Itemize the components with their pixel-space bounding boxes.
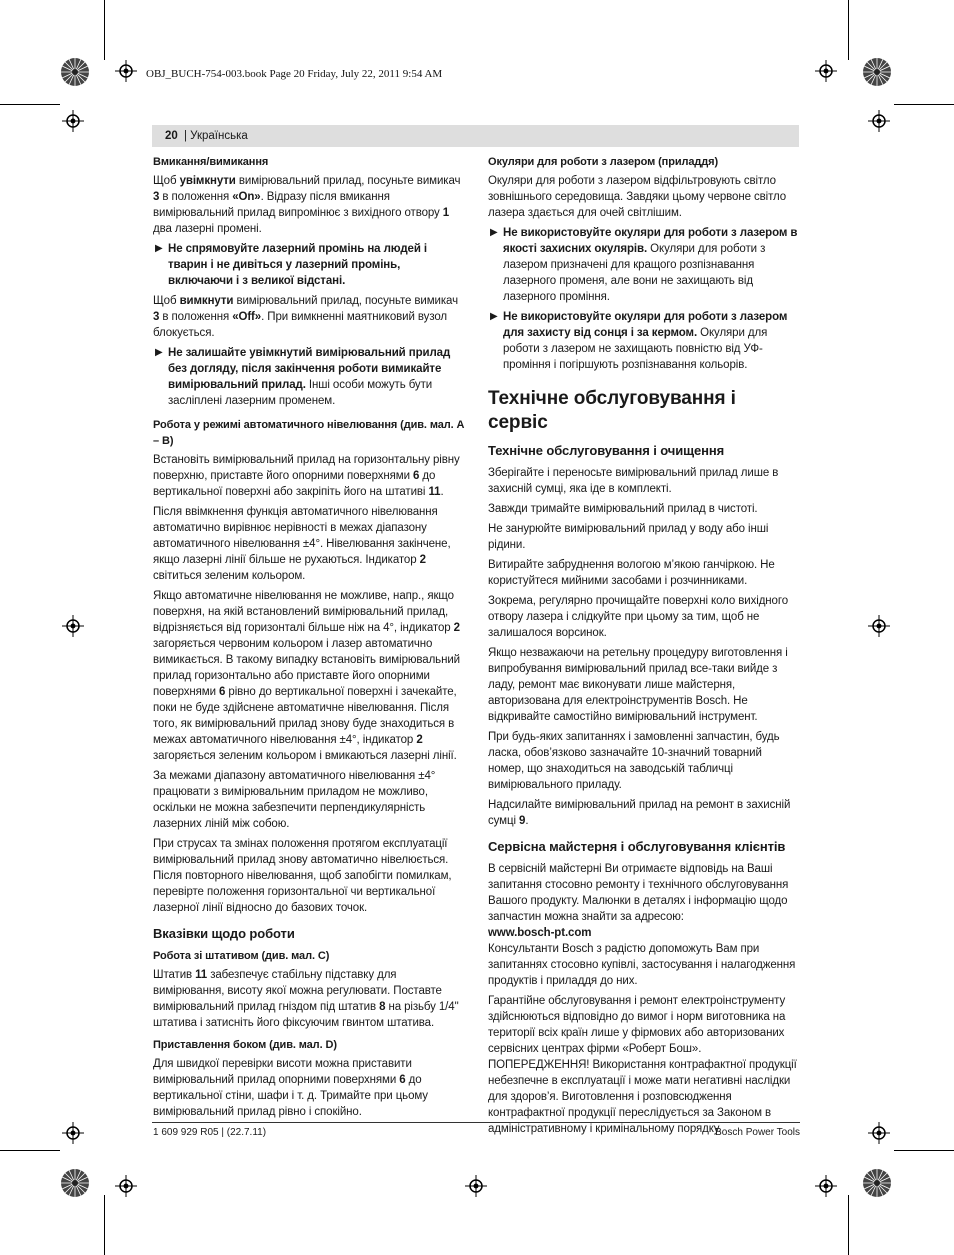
- subsection-heading: Сервісна майстерня і обслуговування клієнтів: [488, 839, 786, 854]
- registration-target-icon: [815, 1175, 837, 1197]
- paragraph: Зберігайте і переносьте вимірювальний прилад лише в захисній сумці, яка іде в комплекті.: [488, 467, 779, 495]
- paragraph: Зокрема, регулярно прочищайте поверхні коло вихідного отвору лазера і слідкуйте при цьому за тим, щоб не залишалося ворсинок.: [488, 595, 788, 639]
- section-heading: Вмикання/вимикання: [153, 156, 269, 168]
- starburst-target-icon: [862, 57, 892, 87]
- section-heading: Робота у режимі автоматичного нівелювання (див. мал. A – B): [153, 419, 464, 447]
- paragraph: Консультанти Bosch з радістю допоможуть Вам при запитаннях стосовно купівлі, застосування і налагодження продуктів і приладдя до них.: [488, 943, 796, 987]
- registration-target-icon: [868, 615, 890, 637]
- paragraph: При струсах та змінах положення протягом експлуатації вимірювальний прилад знову автоматично нівелюється. Після повторного нівелювання, щоб запобігти помилкам, перевірте положення горизонтальної чи вертикальної лазерної лінії відносно до базових точок.: [153, 838, 452, 914]
- left-column: [153, 154, 465, 1124]
- paragraph: Якщо незважаючи на ретельну процедуру виготовлення і випробування вимірювальний прилад все-таки вийде з ладу, ремонт має виконувати лише майстерня, авторизована для електроінструментів Bosch. Не відкривайте самостійно вимірювальний інструмент.: [488, 647, 788, 723]
- paragraph: Встановіть вимірювальний прилад на горизонтальну рівну поверхню, приставте його опорними поверхнями 6 до вертикальної поверхні або закріпіть його на штативі 11.: [153, 454, 460, 498]
- warning-bullet-icon: ▶: [155, 243, 163, 254]
- registration-target-icon: [868, 1122, 890, 1144]
- paragraph: Надсилайте вимірювальний прилад на ремонт в захисній сумці 9.: [488, 799, 791, 827]
- registration-target-icon: [465, 1175, 487, 1197]
- chapter-title: Технічне обслуговування і сервіс: [488, 388, 736, 433]
- paragraph: Гарантійне обслуговування і ремонт електроінструменту здійснюються відповідно до вимог і норм виготовника на території всіх країн лише у фірмових або авторизованих сервісних центрах фірми «Роберт Бош». ПОПЕРЕДЖЕННЯ! Використання контрафактної продукції небезпечне в експлуатації і може мати негативні наслідки для здоров’я. Виготовлення і розповсюдження контрафактної продукції переслідується за Законом в адміністративному і кримінальному порядку.: [488, 995, 797, 1135]
- starburst-target-icon: [862, 1168, 892, 1198]
- right-column: [488, 154, 800, 1141]
- footer-rule: [152, 1122, 800, 1123]
- footer-document-number: 1 609 929 R05 | (22.7.11): [153, 1127, 267, 1138]
- starburst-target-icon: [60, 1168, 90, 1198]
- warning-bullet-icon: ▶: [155, 347, 163, 358]
- warning-bullet-icon: ▶: [490, 227, 498, 238]
- paragraph: Для швидкої перевірки висоти можна приставити вимірювальний прилад опорними поверхнями 6 до вертикальної стіни, шафи і т. д. Тримайте при цьому вимірювальний прилад рівно і спокійно.: [153, 1058, 428, 1118]
- paragraph: Штатив 11 забезпечує стабільну підставку для вимірювання, висоту якої можна регулювати. Поставте вимірювальний прилад гніздом під штатив 8 на різьбу 1/4" штатива і затисніть його фіксуючим гвинтом штатива.: [153, 969, 459, 1029]
- warning-item: ▶ Не використовуйте окуляри для роботи з лазером для захисту від сонця і за кермом. Окуляри для роботи з лазером не захищають повністю від УФ-проміння і погіршують розпізнавання кольорів.: [490, 311, 788, 371]
- footer-brand: Bosch Power Tools: [715, 1127, 800, 1138]
- paragraph: В сервісній майстерні Ви отримаєте відповідь на Ваші запитання стосовно ремонту і технічного обслуговування Вашого продукту. Малюнки в деталях і інформацію щодо запчастин можна знайти за адресою:: [488, 863, 789, 923]
- paragraph: При будь-яких запитаннях і замовленні запчастин, будь ласка, обов’язково зазначайте 10-значний товарний номер, що знаходиться на заводській табличці вимірювального приладу.: [488, 731, 780, 791]
- paragraph: Витирайте забруднення вологою м’якою ганчіркою. Не користуйтеся мийними засобами і розчинниками.: [488, 559, 775, 587]
- page-number: 20: [165, 130, 178, 142]
- subsection-heading: Вказівки щодо роботи: [153, 926, 295, 941]
- warning-bullet-icon: ▶: [490, 311, 498, 322]
- warning-item: ▶ Не використовуйте окуляри для роботи з лазером в якості захисних окулярів. Окуляри для роботи з лазером призначені для кращого розпізнавання лазерного променя, але вони не захищають від лазерного проміння.: [490, 227, 798, 303]
- paragraph: Після ввімкнення функція автоматичного нівелювання автоматично вирівнює нерівності в межах діапазону автоматичного нівелювання ±4°. Нівелювання закінчене, якщо лазерні лінії більше не рухаються. Індикатор 2 світиться зеленим кольором.: [153, 506, 451, 582]
- section-heading: Окуляри для роботи з лазером (приладдя): [488, 156, 719, 168]
- registration-target-icon: [115, 60, 137, 82]
- registration-target-icon: [62, 1122, 84, 1144]
- registration-target-icon: [868, 110, 890, 132]
- paragraph: Щоб вимкнути вимірювальний прилад, посуньте вимикач 3 в положення «Off». При вимкненні маятниковий вузол блокується.: [153, 295, 458, 339]
- paragraph: Щоб увімкнути вимірювальний прилад, посуньте вимикач 3 в положення «On». Відразу після вмикання вимірювальний прилад випромінює з вихідного отвору 1 два лазерні промені.: [153, 175, 461, 235]
- paragraph: Не занурюйте вимірювальний прилад у воду або інші рідини.: [488, 523, 769, 551]
- print-slug: OBJ_BUCH-754-003.book Page 20 Friday, July 22, 2011 9:54 AM: [146, 68, 443, 80]
- registration-target-icon: [62, 110, 84, 132]
- warning-item: ▶ Не залишайте увімкнутий вимірювальний прилад без догляду, після закінчення роботи вимикайте вимірювальний прилад. Інші особи можуть бути засліплені лазерним променем.: [155, 347, 451, 407]
- page-header-bar: [152, 125, 799, 147]
- language-label: | Українська: [184, 130, 248, 142]
- paragraph: Якщо автоматичне нівелювання не можливе, напр., якщо поверхня, на якій встановлений вимірювальний прилад, відрізняється від горизонталі більше ніж на 4°, індикатор 2 загоряється червоним кольором і лазер автоматично вимикається. В такому випадку встановіть вимірювальний прилад горизонтально або приставте його опорними поверхнями 6 рівно до вертикальної поверхні і зачекайте, поки не буде здійснене автоматичне нівелювання. Після того, як вимірювальний прилад знову буде знаходиться в межах автоматичного нівелювання ±4°, індикатор 2 загоряється зеленим кольором і вмикаються лазерні лінії.: [153, 590, 460, 762]
- registration-target-icon: [62, 615, 84, 637]
- paragraph: За межами діапазону автоматичного нівелювання ±4° працювати з вимірювальним приладом не можливо, оскільки не можна забезпечити перпендикулярність лазерних ліній між собою.: [153, 770, 436, 830]
- subsection-heading: Технічне обслуговування і очищення: [488, 443, 725, 458]
- section-heading: Робота зі штативом (див. мал. C): [153, 950, 330, 962]
- warning-item: ▶ Не спрямовуйте лазерний промінь на людей і тварин і не дивіться у лазерний промінь, включаючи і з великої відстані.: [155, 243, 428, 287]
- registration-target-icon: [815, 60, 837, 82]
- starburst-target-icon: [60, 57, 90, 87]
- registration-target-icon: [115, 1175, 137, 1197]
- paragraph: Завжди тримайте вимірювальний прилад в чистоті.: [488, 503, 758, 515]
- section-heading: Приставлення боком (див. мал. D): [153, 1039, 337, 1051]
- website-link[interactable]: www.bosch-pt.com: [488, 927, 592, 939]
- paragraph: Окуляри для роботи з лазером відфільтровують світло зовнішнього середовища. Завдяки цьому червоне світло лазера здається для очей світлішим.: [488, 175, 787, 219]
